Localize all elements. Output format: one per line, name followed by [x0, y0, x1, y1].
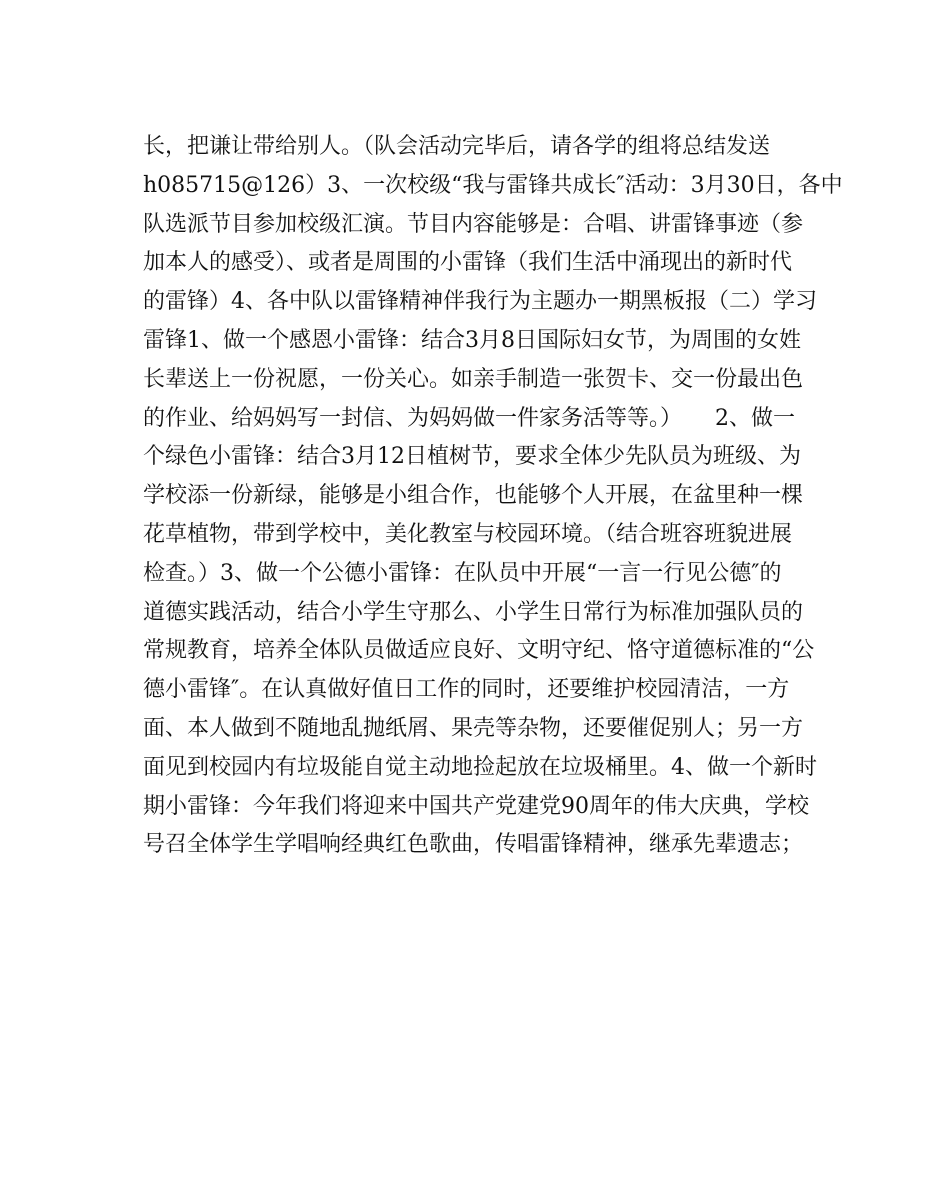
text-line: 的作业、给妈妈写一封信、为妈妈做一件家务活等等。） 2、做一 — [143, 405, 795, 431]
text-line: 道德实践活动，结合小学生守那么、小学生日常行为标准加强队员的 — [143, 599, 804, 625]
text-line: 德小雷锋″。在认真做好值日工作的同时，还要维护校园清洁，一方 — [143, 677, 790, 703]
text-line: h085715@126）3、一次校级“我与雷锋共成长″活动：3月30日，各中 — [143, 172, 843, 198]
text-line: 个绿色小雷锋：结合3月12日植树节，要求全体少先队员为班级、为 — [143, 444, 801, 470]
text-line: 面、本人做到不随地乱抛纸屑、果壳等杂物，还要催促别人；另一方 — [143, 715, 804, 741]
text-line: 雷锋1、做一个感恩小雷锋：结合3月8日国际妇女节，为周围的女姓 — [143, 327, 801, 353]
text-line: 加本人的感受）、或者是周围的小雷锋（我们生活中涌现出的新时代 — [143, 250, 793, 276]
text-line: 面见到校园内有垃圾能自觉主动地捡起放在垃圾桶里。4、做一个新时 — [143, 754, 817, 780]
text-line: 学校添一份新绿，能够是小组合作，也能够个人开展，在盆里种一棵 — [143, 483, 804, 509]
text-line: 长辈送上一份祝愿，一份关心。如亲手制造一张贺卡、交一份最出色 — [143, 366, 804, 392]
text-line: 检查。）3、做一个公德小雷锋：在队员中开展“一言一行见公德″的 — [143, 560, 782, 586]
text-line: 队选派节目参加校级汇演。节目内容能够是：合唱、讲雷锋事迹（参 — [143, 211, 804, 237]
text-line: 长，把谦让带给别人。（队会活动完毕后，请各学的组将总结发送 — [143, 134, 771, 159]
body-text — [143, 128, 843, 865]
text-line: 期小雷锋：今年我们将迎来中国共产党建党90周年的伟大庆典，学校 — [143, 793, 809, 819]
text-line: 常规教育，培养全体队员做适应良好、文明守纪、恪守道德标准的“公 — [143, 638, 815, 664]
text-line: 的雷锋）4、各中队以雷锋精神伴我行为主题办一期黑板报（二）学习 — [143, 289, 817, 315]
text-line: 花草植物，带到学校中，美化教室与校园环境。（结合班容班貌进展 — [143, 521, 793, 547]
text-line: 号召全体学生学唱响经典红色歌曲，传唱雷锋精神，继承先辈遗志； — [143, 832, 804, 858]
